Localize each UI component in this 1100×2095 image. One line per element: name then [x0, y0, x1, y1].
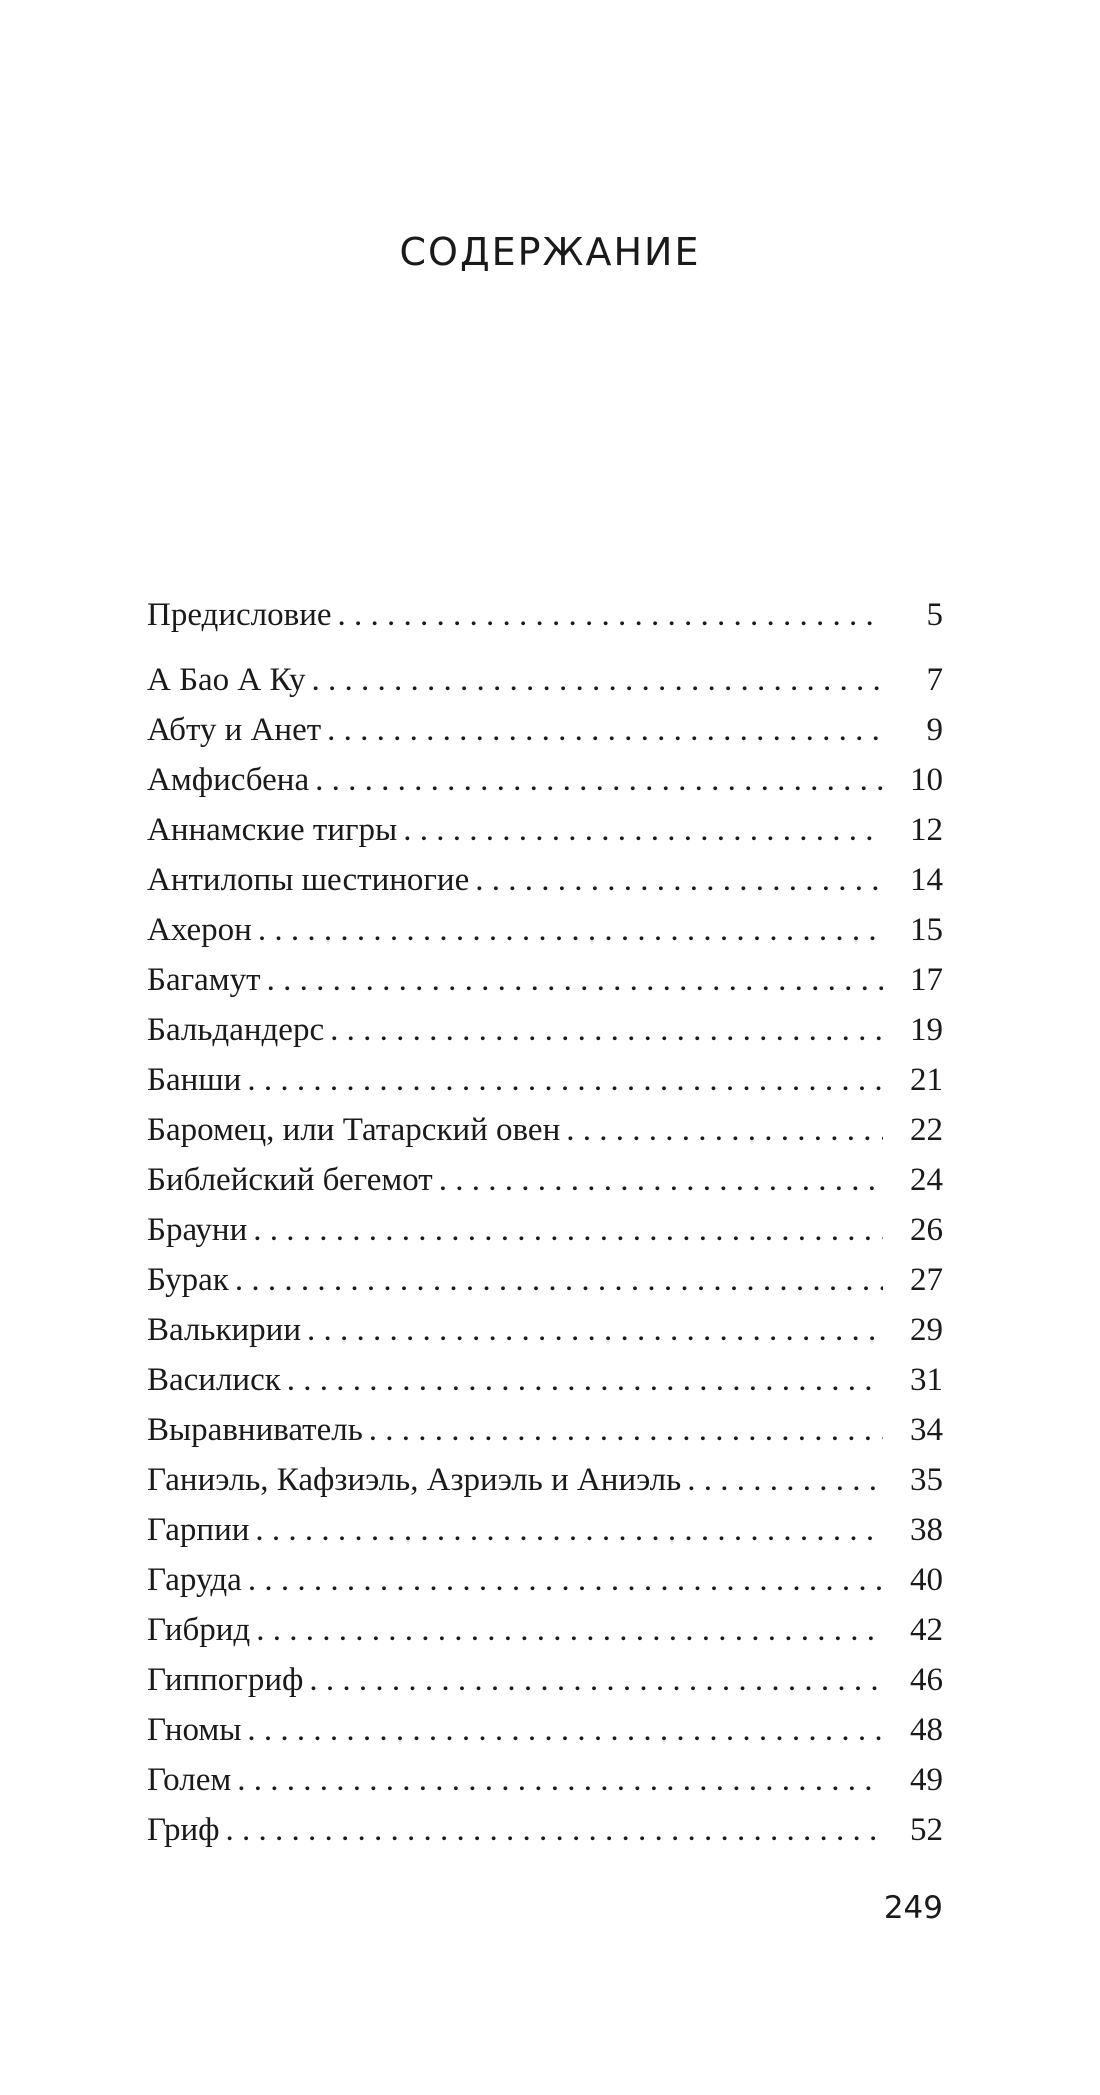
toc-entry — [147, 1155, 943, 1205]
toc-entry-page: 27 — [910, 1262, 943, 1298]
dot-leader — [469, 855, 883, 905]
dot-leader — [301, 1305, 883, 1355]
dot-leader — [397, 805, 883, 855]
toc-entry — [147, 1255, 943, 1305]
toc-entry-page: 34 — [910, 1412, 943, 1448]
table-of-contents — [147, 590, 943, 1855]
toc-entry — [147, 1505, 943, 1555]
dot-leader — [231, 1755, 883, 1805]
dot-leader — [241, 1055, 883, 1105]
toc-entry-page: 29 — [910, 1312, 943, 1348]
toc-entry-page: 15 — [910, 912, 943, 948]
toc-entry-page: 21 — [910, 1062, 943, 1098]
toc-entry — [147, 1105, 943, 1155]
dot-leader — [433, 1155, 883, 1205]
toc-entry-page: 40 — [910, 1562, 943, 1598]
toc-entry-page: 52 — [910, 1812, 943, 1848]
toc-entry — [147, 1705, 943, 1755]
toc-entry-page: 26 — [910, 1212, 943, 1248]
toc-entry — [147, 1405, 943, 1455]
toc-entry-page: 46 — [910, 1662, 943, 1698]
toc-entry-title: Гномы — [147, 1712, 242, 1748]
toc-entry-title: Предисловие — [147, 597, 332, 633]
toc-entry-page: 10 — [910, 762, 943, 798]
toc-entry — [147, 805, 943, 855]
toc-entry — [147, 755, 943, 805]
toc-entry-page: 42 — [910, 1612, 943, 1648]
toc-entry — [147, 590, 943, 640]
toc-entry-title: Гиппогриф — [147, 1662, 304, 1698]
toc-entry-title: Аннамские тигры — [147, 812, 398, 848]
toc-entry-page: 22 — [910, 1112, 943, 1148]
toc-entry-page: 5 — [926, 597, 943, 633]
dot-leader — [247, 1205, 883, 1255]
dot-leader — [261, 955, 883, 1005]
toc-entry — [147, 1305, 943, 1355]
dot-leader — [363, 1405, 883, 1455]
toc-entry — [147, 1755, 943, 1805]
toc-entry — [147, 1055, 943, 1105]
toc-entry-page: 12 — [910, 812, 943, 848]
toc-entry — [147, 1555, 943, 1605]
toc-entry-title: Банши — [147, 1062, 242, 1098]
toc-entry-title: Ганиэль, Кафзиэль, Азриэль и Аниэль — [147, 1462, 682, 1498]
toc-entry-page: 19 — [910, 1012, 943, 1048]
toc-entry-title: Голем — [147, 1762, 232, 1798]
page-number: 249 — [883, 1890, 943, 1926]
toc-entry-title: Гаруда — [147, 1562, 242, 1598]
dot-leader — [252, 905, 883, 955]
toc-entry — [147, 705, 943, 755]
toc-entry — [147, 1455, 943, 1505]
toc-entry-title: Гарпии — [147, 1512, 250, 1548]
toc-entry-page: 49 — [910, 1762, 943, 1798]
toc-entry-page: 24 — [910, 1162, 943, 1198]
toc-entry-title: Гибрид — [147, 1612, 251, 1648]
dot-leader — [241, 1705, 883, 1755]
dot-leader — [242, 1555, 883, 1605]
toc-entry — [147, 655, 943, 705]
toc-entry — [147, 1805, 943, 1855]
toc-entry-title: Антилопы шестиногие — [147, 862, 470, 898]
toc-entry-title: Выравниватель — [147, 1412, 363, 1448]
toc-entry-page: 17 — [910, 962, 943, 998]
dot-leader — [306, 655, 883, 705]
toc-entry — [147, 955, 943, 1005]
toc-entry-title: Валькирии — [147, 1312, 301, 1348]
toc-entry-title: Абту и Анет — [147, 712, 322, 748]
toc-entry-title: Багамут — [147, 962, 261, 998]
toc-entry-title: Библейский бегемот — [147, 1162, 433, 1198]
dot-leader — [281, 1355, 883, 1405]
toc-entry-title: Бурак — [147, 1262, 229, 1298]
toc-entry — [147, 1005, 943, 1055]
page-title: СОДЕРЖАНИЕ — [399, 230, 701, 274]
toc-entry-title: Амфисбена — [147, 762, 310, 798]
toc-entry-title: Василиск — [147, 1362, 281, 1398]
dot-leader — [560, 1105, 883, 1155]
toc-entry-page: 14 — [910, 862, 943, 898]
toc-entry — [147, 1205, 943, 1255]
toc-entry-title: А Бао А Ку — [147, 662, 306, 698]
toc-entry-title: Ахерон — [147, 912, 252, 948]
toc-entry — [147, 855, 943, 905]
toc-entry-page: 35 — [910, 1462, 943, 1498]
toc-entry-page: 9 — [926, 712, 943, 748]
toc-entry-page: 48 — [910, 1712, 943, 1748]
toc-entry — [147, 1355, 943, 1405]
dot-leader — [250, 1605, 883, 1655]
toc-entry-page: 38 — [910, 1512, 943, 1548]
toc-entry-title: Баромец, или Татарский овен — [147, 1112, 561, 1148]
toc-entry-title: Брауни — [147, 1212, 248, 1248]
dot-leader — [249, 1505, 883, 1555]
toc-entry — [147, 1655, 943, 1705]
toc-entry — [147, 905, 943, 955]
dot-leader — [324, 1005, 883, 1055]
dot-leader — [220, 1805, 883, 1855]
toc-entry-title: Гриф — [147, 1812, 220, 1848]
dot-leader — [229, 1255, 883, 1305]
dot-leader — [303, 1655, 883, 1705]
toc-entry-page: 7 — [926, 662, 943, 698]
toc-entry-title: Бальдандерс — [147, 1012, 325, 1048]
dot-leader — [332, 590, 884, 640]
toc-entry — [147, 1605, 943, 1655]
dot-leader — [309, 755, 883, 805]
toc-entry-page: 31 — [910, 1362, 943, 1398]
dot-leader — [681, 1455, 883, 1505]
dot-leader — [321, 705, 883, 755]
